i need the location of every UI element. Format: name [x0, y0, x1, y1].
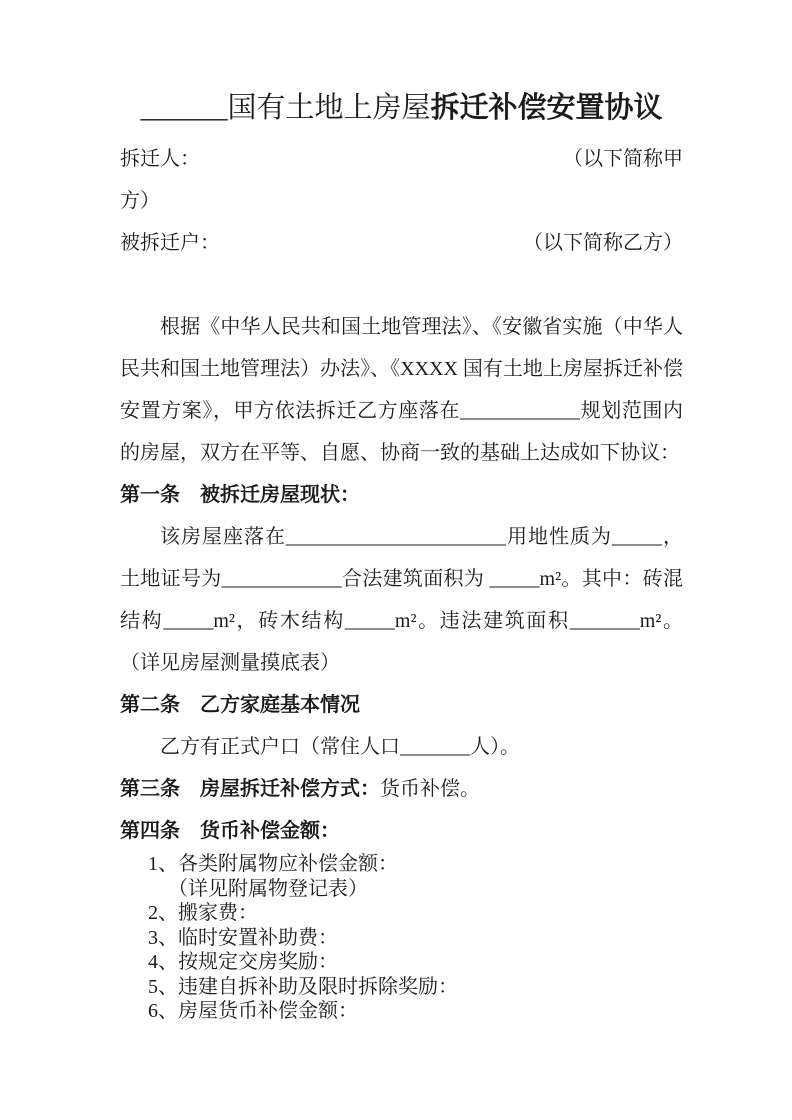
party-a-label: 拆迁人： — [120, 148, 200, 170]
article-1-heading: 第一条 被拆迁房屋现状： — [120, 484, 360, 506]
title-bold-text: 拆迁补偿安置协议 — [430, 92, 663, 124]
party-a-alias-wrap: 方） — [120, 190, 160, 212]
article-4-heading: 第四条 货币补偿金额： — [120, 820, 340, 842]
article-3-value: 货币补偿。 — [380, 778, 480, 800]
compensation-item: 5、违建自拆补助及限时拆除奖励： — [148, 975, 458, 998]
article-1-body: 该房屋座落在______________________用地性质为_____，土地证号为____________合法建筑面积为 _____m²。其中：砖混结构_____m²，砖木结构_____m²。违法建筑面积_______m²。（详见房屋测量摸底表） — [120, 526, 683, 674]
compensation-item: 3、临时安置补助费： — [148, 926, 338, 949]
compensation-item: 6、房屋货币补偿金额： — [148, 1000, 358, 1022]
title-blank-line: ______ — [140, 92, 228, 124]
party-a-alias-start: （以下简称甲 — [563, 148, 683, 170]
title-normal-text: 国有土地上房屋 — [227, 92, 431, 124]
party-b-line — [120, 222, 683, 264]
compensation-item: 1、各类附属物应补偿金额： — [148, 853, 398, 875]
document-content — [120, 86, 683, 1024]
party-b-alias: （以下简称乙方） — [523, 232, 683, 254]
preamble-paragraph: 根据《中华人民共和国土地管理法》、《安徽省实施（中华人民共和国土地管理法）办法》、《XXXX 国有土地上房屋拆迁补偿安置方案》，甲方依法拆迁乙方座落在____________规划范围内的房屋，双方在平等、自愿、协商一致的基础上达成如下协议： — [120, 316, 683, 464]
article-2-body: 乙方有正式户口（常住人口_______人）。 — [160, 736, 520, 758]
party-a-line — [120, 138, 683, 180]
party-b-label: 被拆迁户： — [120, 232, 220, 254]
document-title — [120, 86, 683, 130]
compensation-item-detail: （详见附属物登记表） — [168, 877, 368, 900]
compensation-list — [120, 852, 683, 1024]
compensation-item: 2、搬家费： — [148, 902, 258, 924]
article-3-heading: 第三条 房屋拆迁补偿方式：货币补偿。 — [120, 778, 480, 800]
article-2-heading: 第二条 乙方家庭基本情况 — [120, 694, 360, 716]
blank-line — [120, 264, 683, 306]
compensation-item: 4、按规定交房奖励： — [148, 951, 338, 973]
